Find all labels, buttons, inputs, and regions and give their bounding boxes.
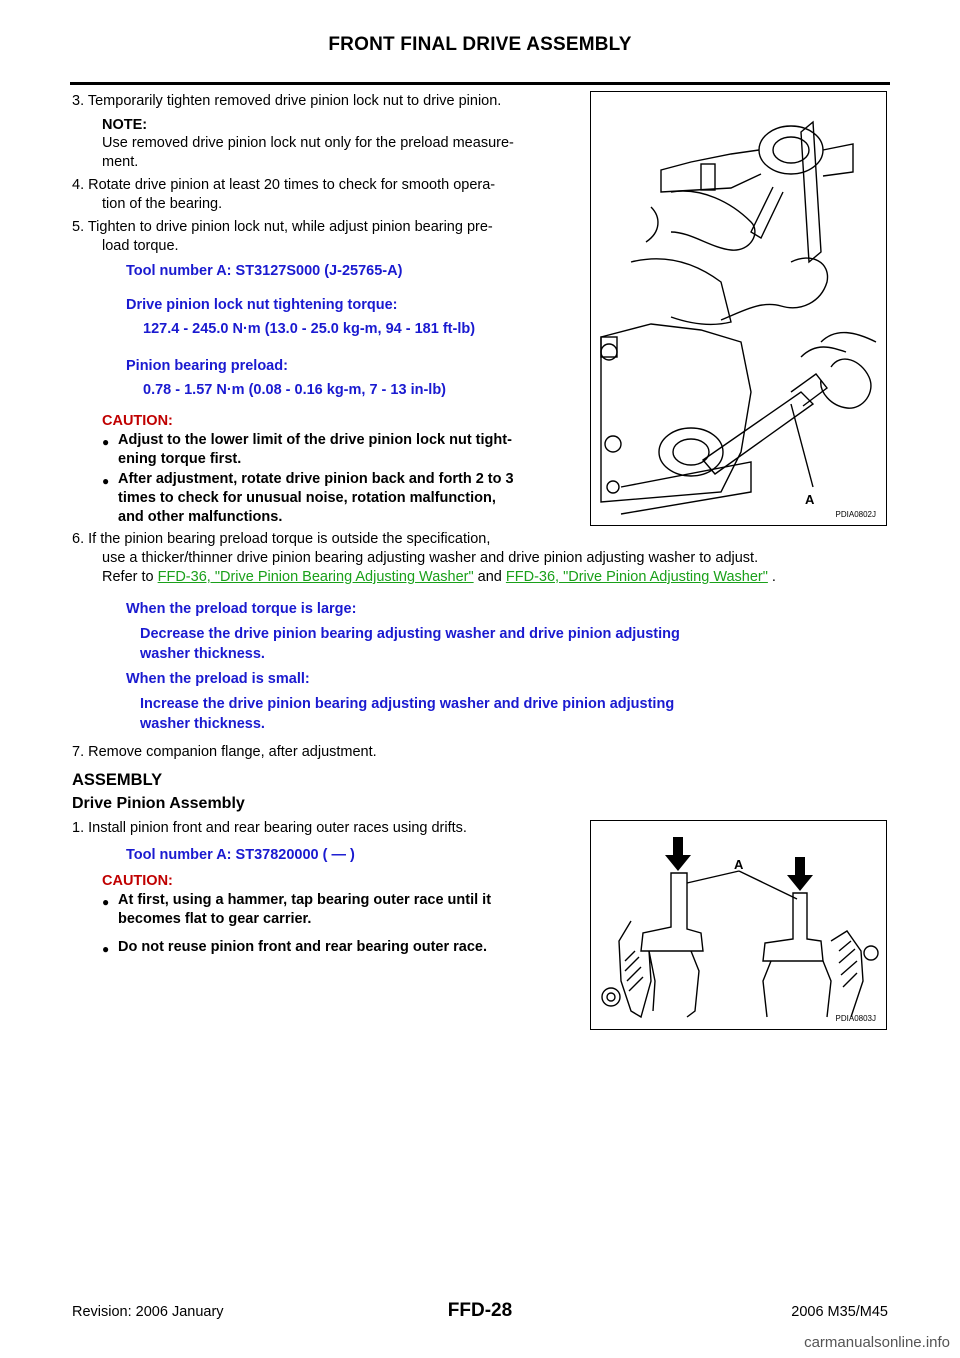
press-arrow-icon [787,857,813,891]
figure-1-callout: A [805,492,815,507]
step-5-line-2: load torque. [102,238,179,254]
figure-bearing-drifts [590,820,887,1030]
bullet-icon: ● [102,474,110,488]
preload-large-line-2: washer thickness. [140,646,265,662]
caution-1-bullet-1: ● Adjust to the lower limit of the drive pinion lock nut tight- ening torque first. [102,432,512,467]
caution-2-bullet-2: ● Do not reuse pinion front and rear bearing outer race. [118,938,580,957]
link-bearing-washer[interactable]: FFD-36, "Drive Pinion Bearing Adjusting Washer" [157,569,474,585]
step-4-line-1: 4. Rotate drive pinion at least 20 times to check for smooth opera- [72,177,496,193]
link-pinion-washer[interactable]: FFD-36, "Drive Pinion Adjusting Washer" [505,569,768,585]
figure-2-callout: A [734,857,744,872]
caution-2-bullet-1: ● At first, using a hammer, tap bearing outer race until it becomes flat to gear carrier. [102,892,492,927]
bullet-icon: ● [102,435,110,449]
tool-number-1: Tool number A: ST3127S000 (J-25765-A) [126,263,403,279]
footer-model: 2006 M35/M45 [791,1304,888,1320]
preload-small-line-2: washer thickness. [140,716,265,732]
torque-value: 127.4 - 245.0 N·m (13.0 - 25.0 kg-m, 94 - 181 ft-lb) [143,321,476,337]
figure-2-code: PDIA0803J [835,1014,876,1023]
preload-large-line-1: Decrease the drive pinion bearing adjusting washer and drive pinion adjusting [140,626,680,642]
bullet-icon: ● [102,895,110,909]
page-number: FFD-28 [447,1300,513,1321]
watermark: carmanualsonline.info [804,1334,950,1351]
step-3: 3. Temporarily tighten removed drive pinion lock nut to drive pinion. [72,93,502,109]
torque-label: Drive pinion lock nut tightening torque: [126,297,398,313]
assembly-step-1: 1. Install pinion front and rear bearing outer races using drifts. [72,820,467,836]
tool-number-2: Tool number A: ST37820000 ( — ) [126,847,355,863]
preload-large-label: When the preload torque is large: [126,601,357,617]
torque-wrench-illustration [591,92,886,525]
step-7: 7. Remove companion flange, after adjustment. [72,744,377,760]
note-line-2: ment. [102,154,139,170]
preload-small-label: When the preload is small: [126,671,310,687]
step-5-line-1: 5. Tighten to drive pinion lock nut, while adjust pinion bearing pre- [72,219,493,235]
caution-1-bullet-2: ● After adjustment, rotate drive pinion back and forth 2 to 3 times to check for unusual noise, rotation malfunction, and other malfunctions. [102,471,514,525]
figure-torque-wrench [590,91,887,526]
bullet-icon: ● [102,942,110,956]
step-6-line-2: use a thicker/thinner drive pinion bearing adjusting washer and drive pinion adjusting washer to adjust. [102,550,759,566]
page-title: FRONT FINAL DRIVE ASSEMBLY [328,34,632,55]
caution-label-1: CAUTION: [102,413,173,429]
preload-label: Pinion bearing preload: [126,358,288,374]
figure-1-code: PDIA0802J [835,510,876,519]
bearing-drift-illustration [591,821,886,1029]
step-6-refer: Refer to FFD-36, "Drive Pinion Bearing Adjusting Washer" and FFD-36, "Drive Pinion Adjusting Washer" . [102,569,776,585]
footer-revision: Revision: 2006 January [72,1304,224,1320]
preload-value: 0.78 - 1.57 N·m (0.08 - 0.16 kg-m, 7 - 13 in-lb) [143,382,446,398]
step-4-line-2: tion of the bearing. [102,196,223,212]
preload-small-line-1: Increase the drive pinion bearing adjusting washer and drive pinion adjusting [140,696,675,712]
section-heading-assembly: ASSEMBLY [72,771,163,789]
note-line-1: Use removed drive pinion lock nut only for the preload measure- [102,135,514,151]
press-arrow-icon [665,837,691,871]
header-rule [70,82,890,85]
note-label: NOTE: [102,117,148,133]
step-6-line-1: 6. If the pinion bearing preload torque is outside the specification, [72,531,491,547]
caution-label-2: CAUTION: [102,873,173,889]
subheading-drive-pinion-assembly: Drive Pinion Assembly [72,795,245,812]
